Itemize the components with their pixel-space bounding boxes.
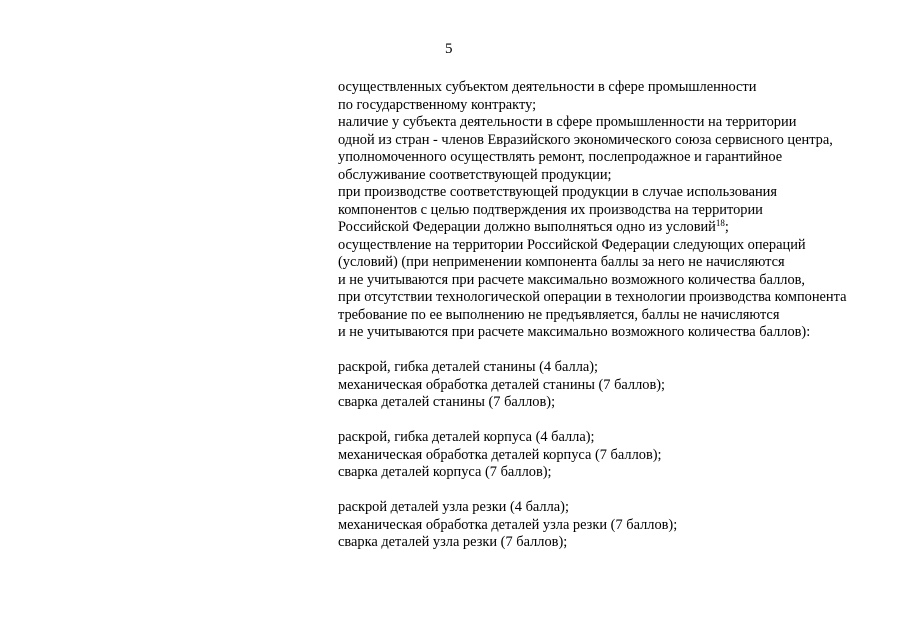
text-line: при производстве соответствующей продукции в случае использования: [338, 184, 777, 200]
text-line: компонентов с целью подтверждения их производства на территории: [338, 201, 763, 218]
list-item: сварка деталей корпуса (7 баллов);: [338, 464, 552, 480]
text-line: обслуживание соответствующей продукции;: [338, 166, 612, 183]
text-line: и не учитываются при расчете максимально возможного количества баллов,: [338, 271, 806, 288]
text-line: и не учитываются при расчете максимально возможного количества баллов):: [338, 324, 811, 340]
text-line: требование по ее выполнению не предъявляется, баллы не начисляются: [338, 306, 780, 323]
list-item: механическая обработка деталей узла резки (7 баллов);: [338, 516, 678, 533]
paragraph-gap: [338, 412, 898, 430]
text-line: наличие у субъекта деятельности в сфере промышленности на территории: [338, 114, 797, 130]
list-item: раскрой, гибка деталей станины (4 балла);: [338, 359, 599, 375]
list-item: сварка деталей станины (7 баллов);: [338, 394, 556, 410]
text-line: по государственному контракту;: [338, 96, 537, 113]
text-line: осуществленных субъектом деятельности в сфере промышленности: [338, 79, 757, 95]
footnote-text-line: [338, 219, 898, 237]
list-item: раскрой, гибка деталей корпуса (4 балла);: [338, 429, 595, 445]
footnote-line-suffix: ;: [724, 219, 729, 235]
paragraph-gap: [338, 342, 898, 360]
page-number: 5: [445, 41, 453, 57]
text-line: осуществление на территории Российской Федерации следующих операций: [338, 236, 806, 253]
list-item: сварка деталей узла резки (7 баллов);: [338, 534, 568, 550]
text-line: (условий) (при неприменении компонента баллы за него не начисляются: [338, 254, 785, 270]
text-line: одной из стран - членов Евразийского экономического союза сервисного центра,: [338, 131, 833, 148]
footnote-reference: 18: [715, 218, 725, 228]
list-item: раскрой деталей узла резки (4 балла);: [338, 499, 569, 515]
list-item: механическая обработка деталей станины (7 баллов);: [338, 376, 666, 393]
document-body: [338, 79, 898, 552]
text-line: уполномоченного осуществлять ремонт, послепродажное и гарантийное: [338, 149, 783, 165]
paragraph-gap: [338, 482, 898, 500]
text-line: при отсутствии технологической операции в технологии производства компонента: [338, 289, 847, 305]
footnote-line-text: Российской Федерации должно выполняться одно из условий: [338, 219, 716, 235]
list-item: механическая обработка деталей корпуса (7 баллов);: [338, 446, 662, 463]
